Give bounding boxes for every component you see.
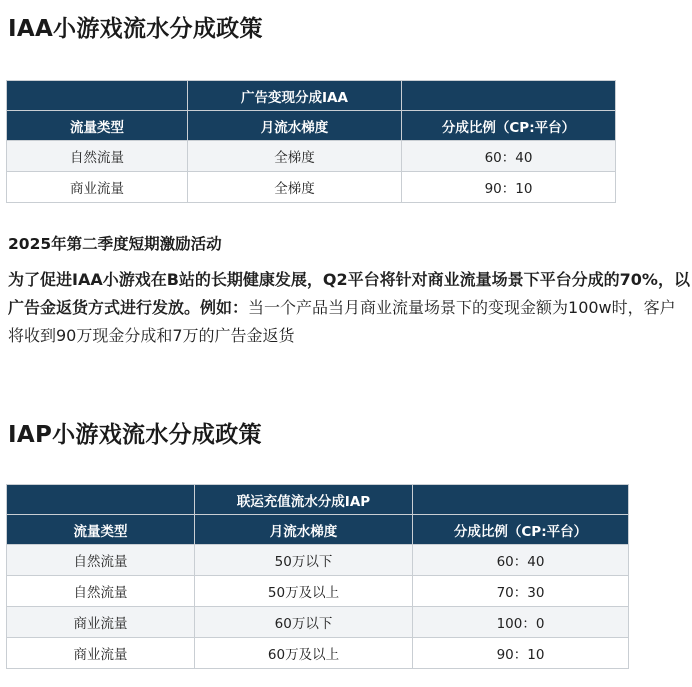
iaa-policy-table xyxy=(6,80,616,203)
column-header: 分成比例（CP:平台） xyxy=(413,515,629,545)
table-group-header: 广告变现分成IAA xyxy=(188,81,402,111)
column-header: 流量类型 xyxy=(7,111,188,141)
table-header-cell xyxy=(7,485,195,515)
table-cell: 全梯度 xyxy=(188,141,402,172)
table-cell: 60：40 xyxy=(413,545,629,576)
table-row xyxy=(7,576,629,607)
table-cell: 60万以下 xyxy=(195,607,413,638)
table-cell: 自然流量 xyxy=(7,576,195,607)
activity-normal-text: 当一个产品当月商业流量场景下的变现金额为100w时，客户将收到90万现金分成和7万的广告金返货 xyxy=(8,298,676,345)
table-cell: 100：0 xyxy=(413,607,629,638)
activity-title: 2025年第二季度短期激励活动 xyxy=(8,235,222,253)
table-group-header-row xyxy=(7,485,629,515)
table-cell: 商业流量 xyxy=(7,638,195,669)
table-header-cell xyxy=(7,81,188,111)
table-cell: 90：10 xyxy=(402,172,616,203)
table-header-cell xyxy=(402,81,616,111)
table-header-row xyxy=(7,515,629,545)
table-cell: 商业流量 xyxy=(7,607,195,638)
table-row xyxy=(7,607,629,638)
table-group-header-row xyxy=(7,81,616,111)
table-cell: 全梯度 xyxy=(188,172,402,203)
table-header-cell xyxy=(413,485,629,515)
table-cell: 60：40 xyxy=(402,141,616,172)
table-cell: 90：10 xyxy=(413,638,629,669)
iap-policy-title: IAP小游戏流水分成政策 xyxy=(8,422,262,448)
column-header: 分成比例（CP:平台） xyxy=(402,111,616,141)
table-group-header: 联运充值流水分成IAP xyxy=(195,485,413,515)
iaa-policy-title: IAA小游戏流水分成政策 xyxy=(8,16,263,42)
column-header: 流量类型 xyxy=(7,515,195,545)
table-cell: 自然流量 xyxy=(7,545,195,576)
table-header-row xyxy=(7,111,616,141)
table-cell: 50万及以上 xyxy=(195,576,413,607)
table-row xyxy=(7,141,616,172)
table-cell: 60万及以上 xyxy=(195,638,413,669)
column-header: 月流水梯度 xyxy=(188,111,402,141)
table-row xyxy=(7,638,629,669)
table-cell: 自然流量 xyxy=(7,141,188,172)
table-cell: 商业流量 xyxy=(7,172,188,203)
table-row xyxy=(7,545,629,576)
iap-policy-table xyxy=(6,484,629,669)
activity-bold-text: 为了促进IAA小游戏在B站的长期健康发展，Q2平台将针对商业流量场景下平台分成的70%，以广告金返货方式进行发放。例如： xyxy=(8,270,690,317)
activity-description xyxy=(8,266,690,350)
table-cell: 50万以下 xyxy=(195,545,413,576)
table-row xyxy=(7,172,616,203)
column-header: 月流水梯度 xyxy=(195,515,413,545)
table-cell: 70：30 xyxy=(413,576,629,607)
